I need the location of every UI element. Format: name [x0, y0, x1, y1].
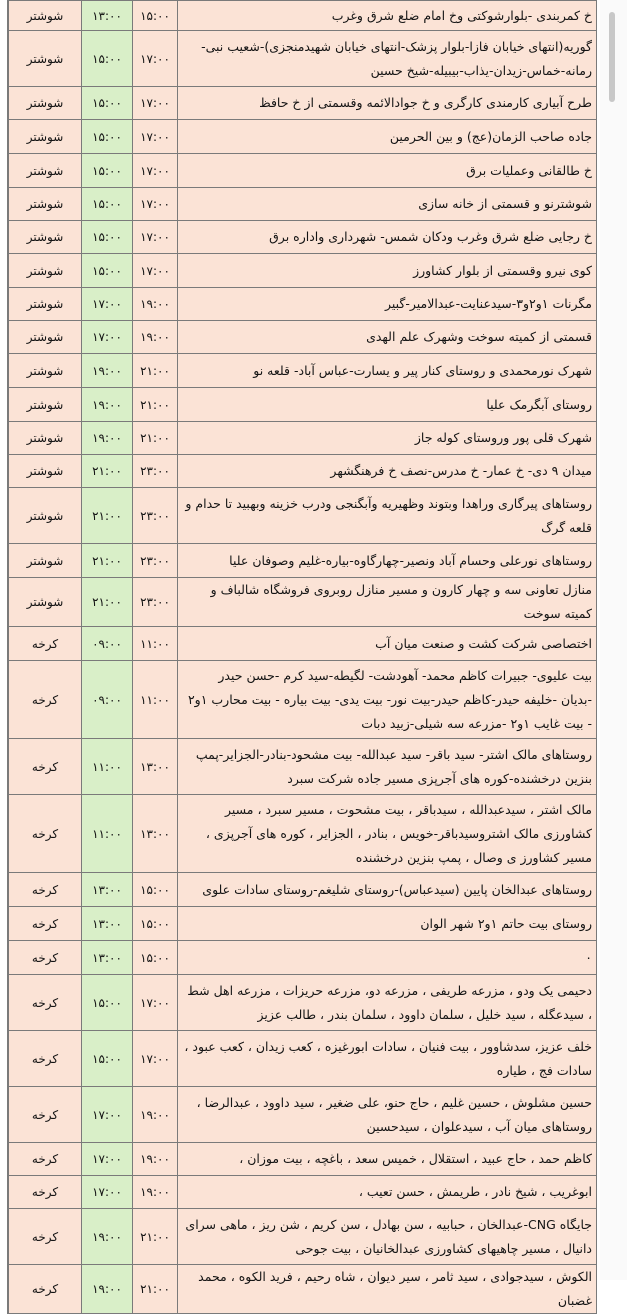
area-cell: روستای بیت حاتم ۱و۲ شهر الوان	[178, 907, 597, 941]
area-cell: طرح آبیاری کارمندی کارگری و خ جوادالائمه وقسمتی از خ حافظ	[178, 87, 597, 120]
table-row	[9, 795, 597, 873]
area-cell: خ کمربندی -بلوارشوکتی وخ امام ضلع شرق وغرب	[178, 1, 597, 31]
table-row	[9, 544, 597, 578]
region-cell: شوشتر	[9, 321, 82, 354]
scrollbar-thumb[interactable]	[609, 12, 615, 102]
region-cell: شوشتر	[9, 188, 82, 221]
region-cell: کرخه	[9, 1087, 82, 1143]
end-time-cell: ۱۵:۰۰	[133, 907, 178, 941]
end-time-cell: ۱۹:۰۰	[133, 1176, 178, 1209]
start-time-cell: ۱۱:۰۰	[82, 739, 133, 795]
table-row	[9, 254, 597, 288]
area-cell: خلف عزیز، سدشاوور ، بیت فنیان ، سادات ابورغیزه ، کعب زیدان ، کعب عبود ، سادات فج ، طیاره	[178, 1031, 597, 1087]
region-cell: کرخه	[9, 941, 82, 975]
end-time-cell: ۲۳:۰۰	[133, 578, 178, 627]
area-cell: شوشترنو و قسمتی از خانه سازی	[178, 188, 597, 221]
start-time-cell: ۱۵:۰۰	[82, 1031, 133, 1087]
area-cell: الکوش ، سیدجوادی ، سید ثامر ، سیر دیوان ، شاه رحیم ، فرید الکوه ، محمد غضبان	[178, 1265, 597, 1314]
start-time-cell: ۲۱:۰۰	[82, 455, 133, 488]
start-time-cell: ۱۷:۰۰	[82, 288, 133, 321]
end-time-cell: ۱۹:۰۰	[133, 1087, 178, 1143]
region-cell: کرخه	[9, 907, 82, 941]
table-row	[9, 120, 597, 154]
region-cell: شوشتر	[9, 578, 82, 627]
table-row	[9, 388, 597, 422]
region-cell: کرخه	[9, 1265, 82, 1314]
end-time-cell: ۱۷:۰۰	[133, 188, 178, 221]
table-row	[9, 1209, 597, 1265]
table-row	[9, 422, 597, 455]
area-cell: شهرک نورمحمدی و روستای کنار پیر و یسارت-عباس آباد- قلعه نو	[178, 354, 597, 388]
start-time-cell: ۱۷:۰۰	[82, 1176, 133, 1209]
end-time-cell: ۱۷:۰۰	[133, 254, 178, 288]
end-time-cell: ۱۷:۰۰	[133, 1031, 178, 1087]
area-cell: شهرک قلی پور وروستای کوله جاز	[178, 422, 597, 455]
region-cell: شوشتر	[9, 120, 82, 154]
area-cell: روستای آبگرمک علیا	[178, 388, 597, 422]
area-cell: میدان ۹ دی- خ عمار- خ مدرس-نصف خ فرهنگشهر	[178, 455, 597, 488]
region-cell: کرخه	[9, 627, 82, 661]
end-time-cell: ۲۱:۰۰	[133, 388, 178, 422]
table-row	[9, 31, 597, 87]
area-cell: گوریه(انتهای خیابان فازا-بلوار پزشک-انتهای خیابان شهیدمنجزی)-شعیب نبی-رمانه-خماس-زیدان-یذاب-بیبیله-شیخ حسین	[178, 31, 597, 87]
area-cell: ۰	[178, 941, 597, 975]
start-time-cell: ۱۳:۰۰	[82, 941, 133, 975]
table-row	[9, 321, 597, 354]
region-cell: کرخه	[9, 1031, 82, 1087]
start-time-cell: ۰۹:۰۰	[82, 627, 133, 661]
end-time-cell: ۲۱:۰۰	[133, 422, 178, 455]
start-time-cell: ۱۷:۰۰	[82, 1087, 133, 1143]
region-cell: شوشتر	[9, 154, 82, 188]
table-row	[9, 739, 597, 795]
table-row	[9, 873, 597, 907]
start-time-cell: ۱۵:۰۰	[82, 87, 133, 120]
area-cell: کاظم حمد ، حاج عبید ، استقلال ، خمیس سعد ، باغچه ، بیت موزان ،	[178, 1143, 597, 1176]
end-time-cell: ۱۷:۰۰	[133, 31, 178, 87]
start-time-cell: ۱۷:۰۰	[82, 1143, 133, 1176]
area-cell: خ طالقانی وعملیات برق	[178, 154, 597, 188]
table-row	[9, 87, 597, 120]
area-cell: ابوغریب ، شیخ نادر ، طریمش ، حسن تعیب ،	[178, 1176, 597, 1209]
region-cell: کرخه	[9, 873, 82, 907]
end-time-cell: ۱۳:۰۰	[133, 739, 178, 795]
region-cell: کرخه	[9, 975, 82, 1031]
table-row	[9, 1087, 597, 1143]
table-row	[9, 661, 597, 739]
end-time-cell: ۱۷:۰۰	[133, 221, 178, 254]
end-time-cell: ۲۳:۰۰	[133, 488, 178, 544]
region-cell: کرخه	[9, 1176, 82, 1209]
area-cell: مالک اشتر ، سیدعبدالله ، سیدباقر ، بیت مشحوت ، مسیر سبرد ، مسیر کشاورزی مالک اشتروسیدباقر-خویس ، بنادر ، الجزایر ، کوره های آجرپزی ، مسیر کشاورز ی وصال ، پمپ بنزین درخشنده	[178, 795, 597, 873]
region-cell: شوشتر	[9, 388, 82, 422]
outage-schedule-sheet	[7, 0, 596, 1314]
start-time-cell: ۱۳:۰۰	[82, 1, 133, 31]
table-row	[9, 488, 597, 544]
region-cell: شوشتر	[9, 455, 82, 488]
table-row	[9, 1265, 597, 1314]
area-cell: بیت علیوی- جبیرات کاظم محمد- آهودشت- لگیطه-سید کرم -حسن حیدر -بدیان -خلیفه حیدر-کاظم حیدر-بیت نور- بیت یدی- بیت بیاره - بیت محارب ۱و۲ - بیت غایب ۱و۲ -مزرعه سه شیلی-زبید دبات	[178, 661, 597, 739]
end-time-cell: ۱۱:۰۰	[133, 627, 178, 661]
end-time-cell: ۲۱:۰۰	[133, 354, 178, 388]
region-cell: شوشتر	[9, 1, 82, 31]
start-time-cell: ۱۹:۰۰	[82, 1265, 133, 1314]
table-row	[9, 354, 597, 388]
region-cell: شوشتر	[9, 87, 82, 120]
area-cell: منازل تعاونی سه و چهار کارون و مسیر منازل روبروی فروشگاه شالباف و کمیته سوخت	[178, 578, 597, 627]
end-time-cell: ۱۹:۰۰	[133, 288, 178, 321]
start-time-cell: ۱۵:۰۰	[82, 221, 133, 254]
area-cell: خ رجایی ضلع شرق وغرب ودکان شمس- شهرداری واداره برق	[178, 221, 597, 254]
area-cell: روستاهای پیرگاری وراهدا وبتوند وظهیریه وآبگنجی ودرب خزینه وبهبید تا حدام و قلعه گرگ	[178, 488, 597, 544]
table-row	[9, 907, 597, 941]
end-time-cell: ۱۹:۰۰	[133, 1143, 178, 1176]
start-time-cell: ۱۵:۰۰	[82, 154, 133, 188]
region-cell: کرخه	[9, 795, 82, 873]
start-time-cell: ۱۹:۰۰	[82, 354, 133, 388]
region-cell: شوشتر	[9, 544, 82, 578]
area-cell: جاده صاحب الزمان(عج) و بین الحرمین	[178, 120, 597, 154]
end-time-cell: ۲۱:۰۰	[133, 1265, 178, 1314]
start-time-cell: ۱۵:۰۰	[82, 120, 133, 154]
table-row	[9, 288, 597, 321]
start-time-cell: ۱۹:۰۰	[82, 422, 133, 455]
area-cell: حسین مشلوش ، حسین غلیم ، حاج حنو، علی ضغیر ، سید داوود ، عبدالرضا ، روستاهای میان آب ، سیدعلوان ، سیدحسین	[178, 1087, 597, 1143]
start-time-cell: ۱۹:۰۰	[82, 388, 133, 422]
end-time-cell: ۱۵:۰۰	[133, 1, 178, 31]
area-cell: روستاهای عبدالخان پایین (سیدعباس)-روستای شلیغم-روستای سادات علوی	[178, 873, 597, 907]
end-time-cell: ۲۱:۰۰	[133, 1209, 178, 1265]
area-cell: روستاهای مالک اشتر- سید باقر- سید عبدالله- بیت مشحود-بنادر-الجزایر-پمپ بنزین درخشنده-کوره های آجرپزی مسیر جاده شرکت سبرد	[178, 739, 597, 795]
table-row	[9, 1, 597, 31]
area-cell: جایگاه CNG-عبدالخان ، حبابیه ، سن بهادل ، سن کریم ، شن ریز ، ماهی سرای دانیال ، مسیر چاهیهای کشاورزی عبدالخانیان ، بیت جوحی	[178, 1209, 597, 1265]
area-cell: کوی نیرو وقسمتی از بلوار کشاورز	[178, 254, 597, 288]
region-cell: کرخه	[9, 1143, 82, 1176]
start-time-cell: ۰۹:۰۰	[82, 661, 133, 739]
table-row	[9, 154, 597, 188]
end-time-cell: ۱۵:۰۰	[133, 873, 178, 907]
region-cell: کرخه	[9, 739, 82, 795]
region-cell: شوشتر	[9, 422, 82, 455]
region-cell: کرخه	[9, 661, 82, 739]
start-time-cell: ۱۹:۰۰	[82, 1209, 133, 1265]
table-row	[9, 188, 597, 221]
end-time-cell: ۱۳:۰۰	[133, 795, 178, 873]
start-time-cell: ۱۷:۰۰	[82, 321, 133, 354]
vertical-scrollbar[interactable]	[600, 0, 627, 1280]
end-time-cell: ۲۳:۰۰	[133, 544, 178, 578]
end-time-cell: ۲۳:۰۰	[133, 455, 178, 488]
start-time-cell: ۱۱:۰۰	[82, 795, 133, 873]
end-time-cell: ۱۹:۰۰	[133, 321, 178, 354]
end-time-cell: ۱۵:۰۰	[133, 941, 178, 975]
end-time-cell: ۱۷:۰۰	[133, 120, 178, 154]
start-time-cell: ۱۵:۰۰	[82, 188, 133, 221]
table-row	[9, 1031, 597, 1087]
start-time-cell: ۱۵:۰۰	[82, 254, 133, 288]
end-time-cell: ۱۱:۰۰	[133, 661, 178, 739]
schedule-rows	[9, 1, 597, 1314]
start-time-cell: ۱۳:۰۰	[82, 907, 133, 941]
table-row	[9, 1143, 597, 1176]
region-cell: کرخه	[9, 1209, 82, 1265]
area-cell: روستاهای نورعلی وحسام آباد ونصیر-چهارگاوه-بیاره-غلیم وصوفان علیا	[178, 544, 597, 578]
start-time-cell: ۱۳:۰۰	[82, 873, 133, 907]
table-row	[9, 455, 597, 488]
start-time-cell: ۲۱:۰۰	[82, 488, 133, 544]
area-cell: اختصاصی شرکت کشت و صنعت میان آب	[178, 627, 597, 661]
end-time-cell: ۱۷:۰۰	[133, 87, 178, 120]
region-cell: شوشتر	[9, 31, 82, 87]
table-row	[9, 975, 597, 1031]
end-time-cell: ۱۷:۰۰	[133, 154, 178, 188]
end-time-cell: ۱۷:۰۰	[133, 975, 178, 1031]
table-row	[9, 578, 597, 627]
area-cell: مگرنات ۱و۲و۳-سیدعنایت-عبدالامیر-گبیر	[178, 288, 597, 321]
region-cell: شوشتر	[9, 221, 82, 254]
start-time-cell: ۱۵:۰۰	[82, 31, 133, 87]
outage-schedule-table	[8, 0, 597, 1314]
area-cell: قسمتی از کمیته سوخت وشهرک علم الهدی	[178, 321, 597, 354]
table-row	[9, 1176, 597, 1209]
region-cell: شوشتر	[9, 288, 82, 321]
table-row	[9, 221, 597, 254]
start-time-cell: ۲۱:۰۰	[82, 578, 133, 627]
region-cell: شوشتر	[9, 354, 82, 388]
region-cell: شوشتر	[9, 488, 82, 544]
start-time-cell: ۱۵:۰۰	[82, 975, 133, 1031]
region-cell: شوشتر	[9, 254, 82, 288]
start-time-cell: ۲۱:۰۰	[82, 544, 133, 578]
table-row	[9, 627, 597, 661]
table-row	[9, 941, 597, 975]
area-cell: دحیمی یک ودو ، مزرعه طریفی ، مزرعه دو، مزرعه حریزات ، مزرعه اهل شط ، سیدعگله ، سید خلیل ، سلمان داوود ، سلمان بندر ، طالب عزیز	[178, 975, 597, 1031]
